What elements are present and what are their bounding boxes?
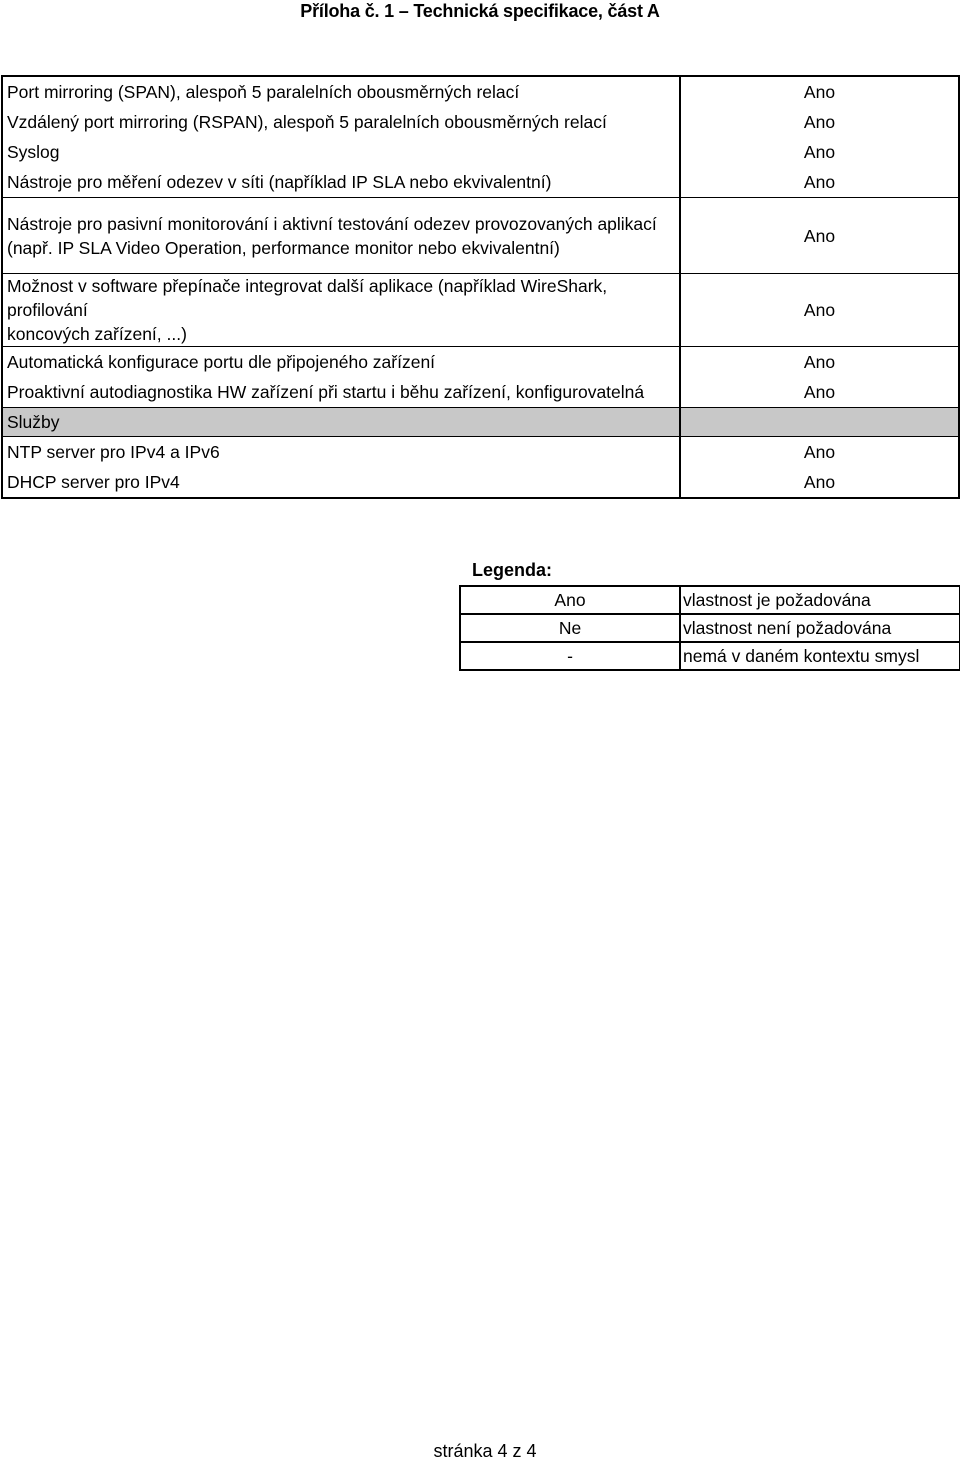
legend-code: Ne xyxy=(460,614,680,642)
table-row xyxy=(2,107,959,137)
requirement-text: DHCP server pro IPv4 xyxy=(7,472,180,492)
page-number: stránka 4 z 4 xyxy=(433,1441,537,1461)
requirement-value: Ano xyxy=(680,137,959,167)
requirement-text: Možnost v software přepínače integrovat další aplikace (například WireShark, profilování koncových zařízení, ...) xyxy=(2,274,680,347)
table-row xyxy=(2,377,959,408)
requirement-value: Ano xyxy=(680,377,959,408)
requirement-text: Syslog xyxy=(7,142,60,162)
requirement-value: Ano xyxy=(680,467,959,498)
table-row xyxy=(2,437,959,468)
table-row xyxy=(2,467,959,498)
requirement-value: Ano xyxy=(680,437,959,468)
requirement-text: Automatická konfigurace portu dle připojeného zařízení xyxy=(2,347,680,378)
requirement-text: NTP server pro IPv4 a IPv6 xyxy=(7,442,220,462)
legend-row xyxy=(460,586,960,614)
table-row xyxy=(2,198,959,274)
table-row xyxy=(2,347,959,378)
legend-code: Ano xyxy=(460,586,680,614)
specification-table xyxy=(1,75,960,499)
requirement-value: Ano xyxy=(680,274,959,347)
requirement-text: Nástroje pro měření odezev v síti (například IP SLA nebo ekvivalentní) xyxy=(7,172,552,192)
table-row xyxy=(2,274,959,347)
legend-description: vlastnost není požadována xyxy=(680,614,960,642)
requirement-text: Proaktivní autodiagnostika HW zařízení při startu i běhu zařízení, konfigurovatelná xyxy=(7,382,645,402)
requirement-value: Ano xyxy=(680,76,959,107)
page-title: Příloha č. 1 – Technická specifikace, část A xyxy=(300,1,660,21)
legend-description: nemá v daném kontextu smysl xyxy=(680,642,960,670)
requirement-value: Ano xyxy=(680,347,959,378)
section-value-cell xyxy=(680,408,959,437)
legend-row xyxy=(460,614,960,642)
table-row xyxy=(2,76,959,107)
table-row xyxy=(2,137,959,167)
legend-row xyxy=(460,642,960,670)
legend-description: vlastnost je požadována xyxy=(680,586,960,614)
table-row xyxy=(2,167,959,198)
requirement-text: Vzdálený port mirroring (RSPAN), alespoň 5 paralelních obousměrných relací xyxy=(7,112,607,132)
requirement-value: Ano xyxy=(680,167,959,198)
legend-table xyxy=(459,585,960,671)
requirement-text: Nástroje pro pasivní monitorování i aktivní testování odezev provozovaných aplikací (např. IP SLA Video Operation, performance monitor nebo ekvivalentní) xyxy=(2,198,680,274)
legend-code: - xyxy=(460,642,680,670)
section-title: Služby xyxy=(2,408,680,437)
requirement-text: Port mirroring (SPAN), alespoň 5 paralelních obousměrných relací xyxy=(7,82,520,102)
requirement-value: Ano xyxy=(680,198,959,274)
section-header-row xyxy=(2,408,959,437)
legend-title: Legenda: xyxy=(472,560,553,580)
requirement-value: Ano xyxy=(680,107,959,137)
